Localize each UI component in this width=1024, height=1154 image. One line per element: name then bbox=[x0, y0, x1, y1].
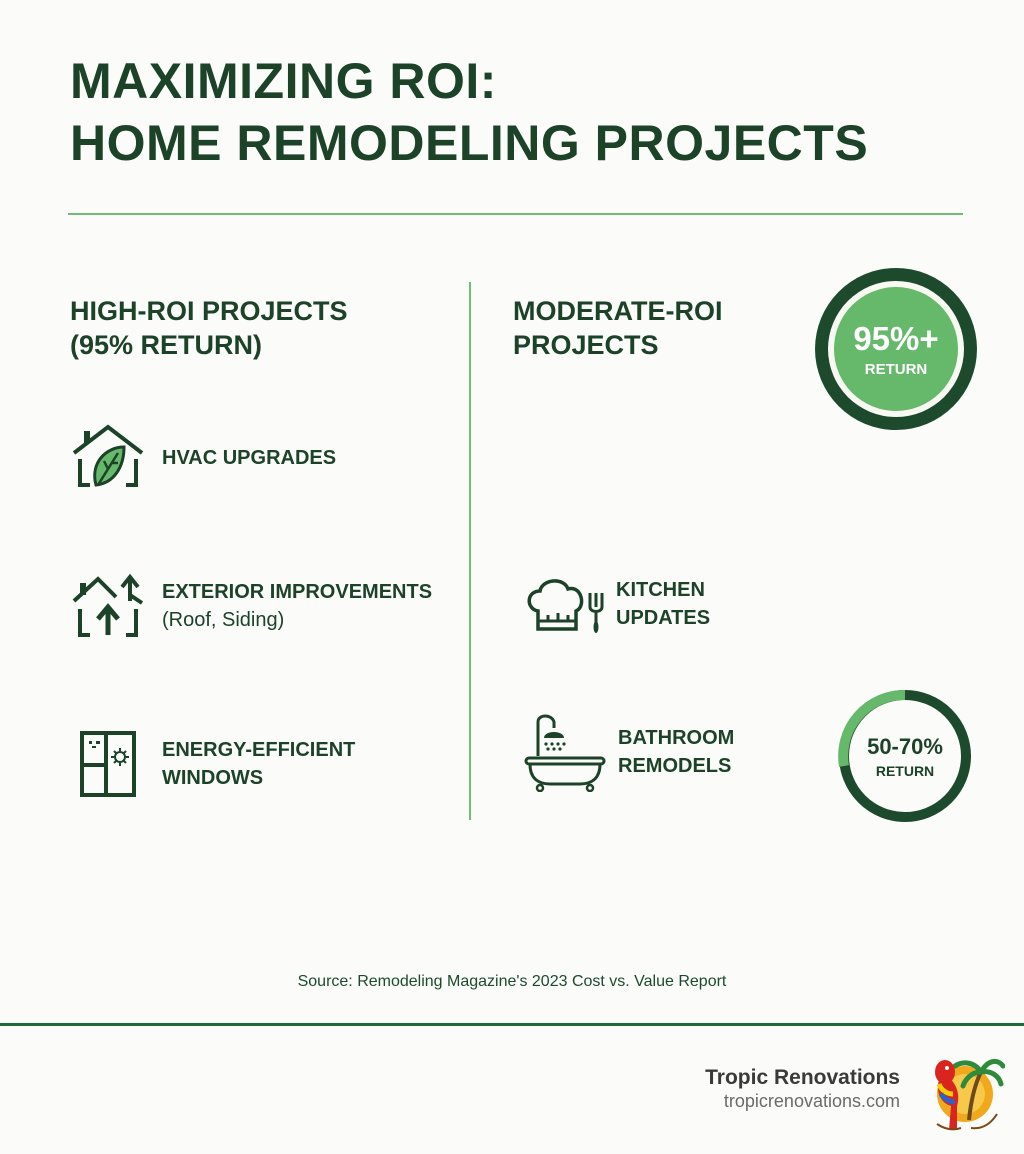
item-label-line-2: REMODELS bbox=[618, 755, 732, 777]
bathtub-shower-icon bbox=[522, 712, 608, 792]
badge-caption: RETURN bbox=[875, 762, 935, 779]
item-label bbox=[162, 736, 355, 792]
column-divider bbox=[469, 282, 471, 820]
page-title bbox=[70, 50, 868, 174]
item-label-line-1: KITCHEN bbox=[616, 579, 705, 601]
item-label-line-1: BATHROOM bbox=[618, 727, 735, 749]
item-label-line-2: UPDATES bbox=[616, 607, 711, 629]
list-item-exterior bbox=[70, 568, 432, 644]
window-sun-icon bbox=[70, 726, 146, 802]
brand-url: tropicrenovations.com bbox=[723, 1091, 900, 1111]
high-roi-heading bbox=[70, 294, 348, 362]
high-roi-heading-line-1: HIGH-ROI PROJECTS bbox=[70, 296, 348, 326]
item-label bbox=[162, 578, 432, 634]
footer-divider bbox=[0, 1023, 1024, 1026]
list-item-windows bbox=[70, 726, 355, 802]
source-citation: Source: Remodeling Magazine's 2023 Cost vs. Value Report bbox=[297, 973, 727, 990]
house-leaf-icon bbox=[70, 420, 146, 496]
title-divider bbox=[68, 213, 963, 215]
badge-value: 95%+ bbox=[853, 319, 939, 357]
chef-hat-fork-icon bbox=[520, 566, 610, 642]
badge-ring bbox=[828, 281, 964, 417]
list-item-hvac bbox=[70, 420, 336, 496]
tropic-renovations-logo-icon bbox=[925, 1050, 1005, 1134]
badge-inner bbox=[834, 287, 958, 411]
high-roi-heading-line-2: (95% RETURN) bbox=[70, 330, 263, 360]
house-arrows-up-icon bbox=[70, 568, 146, 644]
title-line-1: MAXIMIZING ROI: bbox=[70, 53, 497, 109]
brand-name: Tropic Renovations bbox=[705, 1066, 900, 1089]
badge-text bbox=[837, 688, 973, 824]
badge-caption: RETURN bbox=[864, 360, 928, 378]
moderate-roi-heading-line-1: MODERATE-ROI bbox=[513, 296, 723, 326]
moderate-roi-heading-line-2: PROJECTS bbox=[513, 330, 659, 360]
item-label: HVAC UPGRADES bbox=[162, 447, 337, 469]
return-badge-95 bbox=[815, 268, 977, 430]
title-line-2: HOME REMODELING PROJECTS bbox=[70, 115, 869, 171]
item-label-line-2: WINDOWS bbox=[162, 767, 264, 789]
item-label bbox=[618, 724, 734, 780]
list-item-bathroom bbox=[522, 712, 734, 792]
item-label-line-1: ENERGY-EFFICIENT bbox=[162, 739, 356, 761]
brand-block bbox=[705, 1066, 900, 1112]
item-label bbox=[616, 576, 710, 632]
moderate-roi-heading bbox=[513, 294, 723, 362]
item-label-sub: (Roof, Siding) bbox=[162, 609, 285, 631]
return-badge-50-70 bbox=[837, 688, 973, 824]
badge-value: 50-70% bbox=[867, 733, 943, 759]
list-item-kitchen bbox=[520, 566, 710, 642]
item-label-main: EXTERIOR IMPROVEMENTS bbox=[162, 581, 433, 603]
